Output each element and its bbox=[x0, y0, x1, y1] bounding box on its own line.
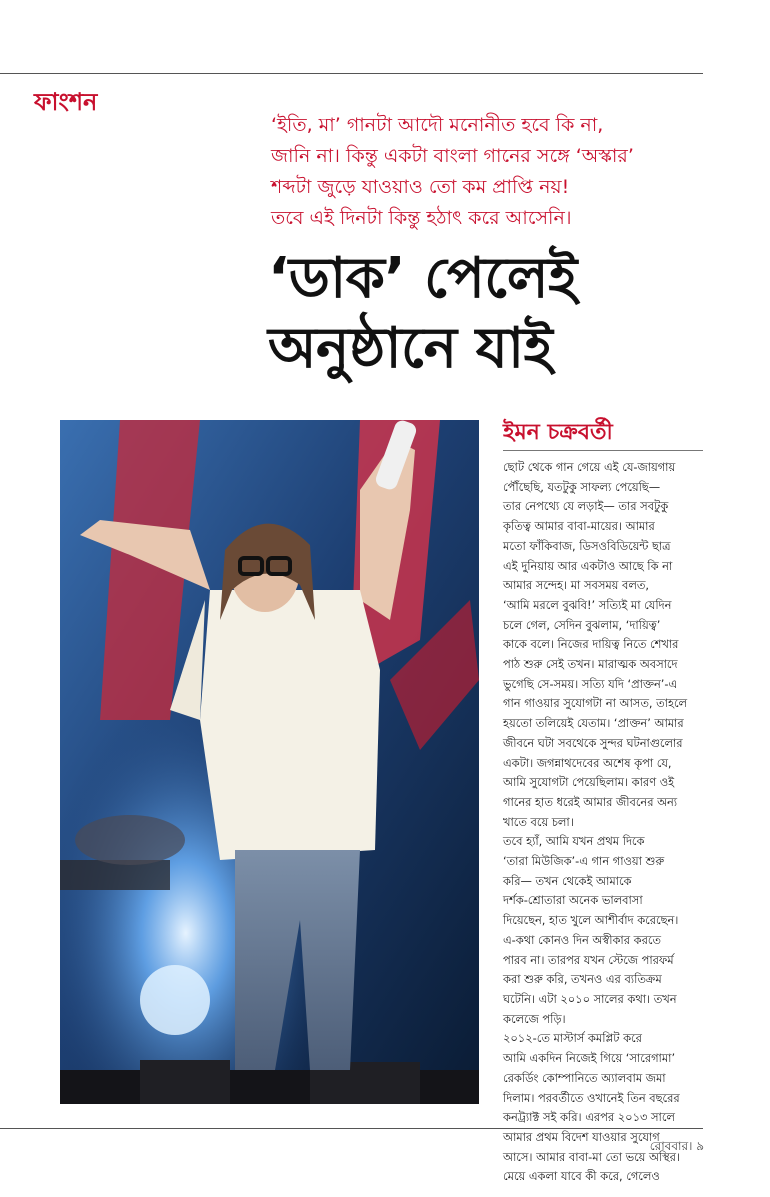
body-line: দর্শক-শ্রোতারা অনেক ভালবাসা bbox=[503, 893, 643, 908]
intro-line: তবে এই দিনটা কিন্তু হঠাৎ করে আসেনি। bbox=[271, 207, 572, 229]
body-line: করা শুরু করি, তখনও এর ব্যতিক্রম bbox=[503, 972, 662, 987]
body-line: মতো ফাঁকিবাজ, ডিসওবিডিয়েন্ট ছাত্র bbox=[503, 538, 671, 553]
intro-line: ‘ইতি, মা’ গানটা আদৌ মনোনীত হবে কি না, bbox=[271, 114, 604, 136]
body-line: কনট্র্যাক্ট সই করি। এরপর ২০১৩ সালে bbox=[503, 1110, 675, 1125]
body-line: মেয়ে একলা যাবে কী করে, গেলেও bbox=[503, 1169, 660, 1184]
body-line: তার নেপথ্যে যে লড়াই— তার সবটুকু bbox=[503, 499, 669, 514]
intro-line: জানি না। কিন্তু একটা বাংলা গানের সঙ্গে ‘অস্কার’ bbox=[271, 145, 634, 167]
body-line: ভুগেছি সে-সময়। সত্যি যদি ‘প্রাক্তন’-এ bbox=[503, 676, 678, 691]
intro-line: শব্দটা জুড়ে যাওয়াও তো কম প্রাপ্তি নয়! bbox=[271, 176, 570, 198]
body-line: খাতে বয়ে চলা। bbox=[503, 814, 574, 829]
body-line: কাকে বলে। নিজের দায়িত্ব নিতে শেখার bbox=[503, 637, 679, 652]
byline-rule bbox=[503, 450, 703, 451]
body-line: চলে গেল, সেদিন বুঝলাম, ‘দায়িত্ব’ bbox=[503, 617, 661, 632]
top-rule bbox=[0, 73, 703, 74]
body-line: আমি সুযোগটা পেয়েছিলাম। কারণ ওই bbox=[503, 775, 675, 790]
body-line: জীবনে ঘটা সবথেকে সুন্দর ঘটনাগুলোর bbox=[503, 735, 683, 750]
body-line: দিলাম। পরবর্তীতে ওখানেই তিন বছরের bbox=[503, 1090, 680, 1105]
intro-pullquote bbox=[271, 110, 701, 234]
body-line: তবে হ্যাঁ, আমি যখন প্রথম দিকে bbox=[503, 834, 645, 849]
body-line: আসে। আমার বাবা-মা তো ভয়ে অস্থির। bbox=[503, 1149, 681, 1164]
body-line: পারব না। তারপর যখন স্টেজে পারফর্ম bbox=[503, 952, 674, 967]
headline bbox=[268, 244, 698, 384]
byline: ইমন চক্রবর্তী bbox=[503, 420, 613, 445]
body-line: করি— তখন থেকেই আমাকে bbox=[503, 873, 632, 888]
body-line: ছোট থেকে গান গেয়ে এই যে-জায়গায় bbox=[503, 460, 676, 474]
headline-line: ‘ডাক’ পেলেই bbox=[268, 246, 577, 311]
body-line: কৃতিত্ব আমার বাবা-মায়ের। আমার bbox=[503, 519, 655, 534]
bottom-rule bbox=[0, 1128, 703, 1129]
body-line: কলেজে পড়ি। bbox=[503, 1011, 566, 1026]
performer-photo bbox=[60, 420, 479, 1104]
section-label: ফাংশন bbox=[34, 88, 98, 116]
body-line: ঘটেনি। এটা ২০১০ সালের কথা। তখন bbox=[503, 991, 677, 1006]
article-body bbox=[503, 458, 703, 1187]
body-line: আমার সন্দেহ। মা সবসময় বলত, bbox=[503, 578, 650, 593]
body-line: পাঠ শুরু সেই তখন। মারাত্মক অবসাদে bbox=[503, 657, 678, 672]
body-line: এ-কথা কোনও দিন অস্বীকার করতে bbox=[503, 932, 661, 947]
page-footer: রোববার। ৯ bbox=[649, 1139, 704, 1153]
body-line: পৌঁছেছি, যতটুকু সাফল্য পেয়েছি— bbox=[503, 479, 661, 494]
body-line: ২০১২-তে মাস্টার্স কমপ্লিট করে bbox=[503, 1031, 642, 1046]
body-line: ‘তারা মিউজিক’-এ গান গাওয়া শুরু bbox=[503, 854, 665, 869]
body-line: একটা। জগন্নাথদেবের অশেষ কৃপা যে, bbox=[503, 755, 672, 770]
body-line: ‘আমি মরলে বুঝবি!’ সত্যিই মা যেদিন bbox=[503, 597, 672, 612]
body-line: আমার প্রথম বিদেশ যাওয়ার সুযোগ bbox=[503, 1129, 660, 1144]
body-line: এই দুনিয়ায় আর একটাও আছে কি না bbox=[503, 558, 673, 573]
body-line: দিয়েছেন, হাত খুলে আশীর্বাদ করেছেন। bbox=[503, 913, 679, 928]
headline-line: অনুষ্ঠানে যাই bbox=[268, 316, 553, 381]
body-line: গানের হাত ধরেই আমার জীবনের অন্য bbox=[503, 794, 678, 809]
body-line: আমি একদিন নিজেই গিয়ে ‘সারেগামা’ bbox=[503, 1051, 676, 1066]
body-line: হয়তো তলিয়েই যেতাম। ‘প্রাক্তন’ আমার bbox=[503, 716, 684, 731]
body-line: রেকর্ডিং কোম্পানিতে অ্যালবাম জমা bbox=[503, 1070, 666, 1085]
body-line: গান গাওয়ার সুযোগটা না আসত, তাহলে bbox=[503, 696, 688, 711]
performer-photo-illustration bbox=[60, 420, 479, 1104]
